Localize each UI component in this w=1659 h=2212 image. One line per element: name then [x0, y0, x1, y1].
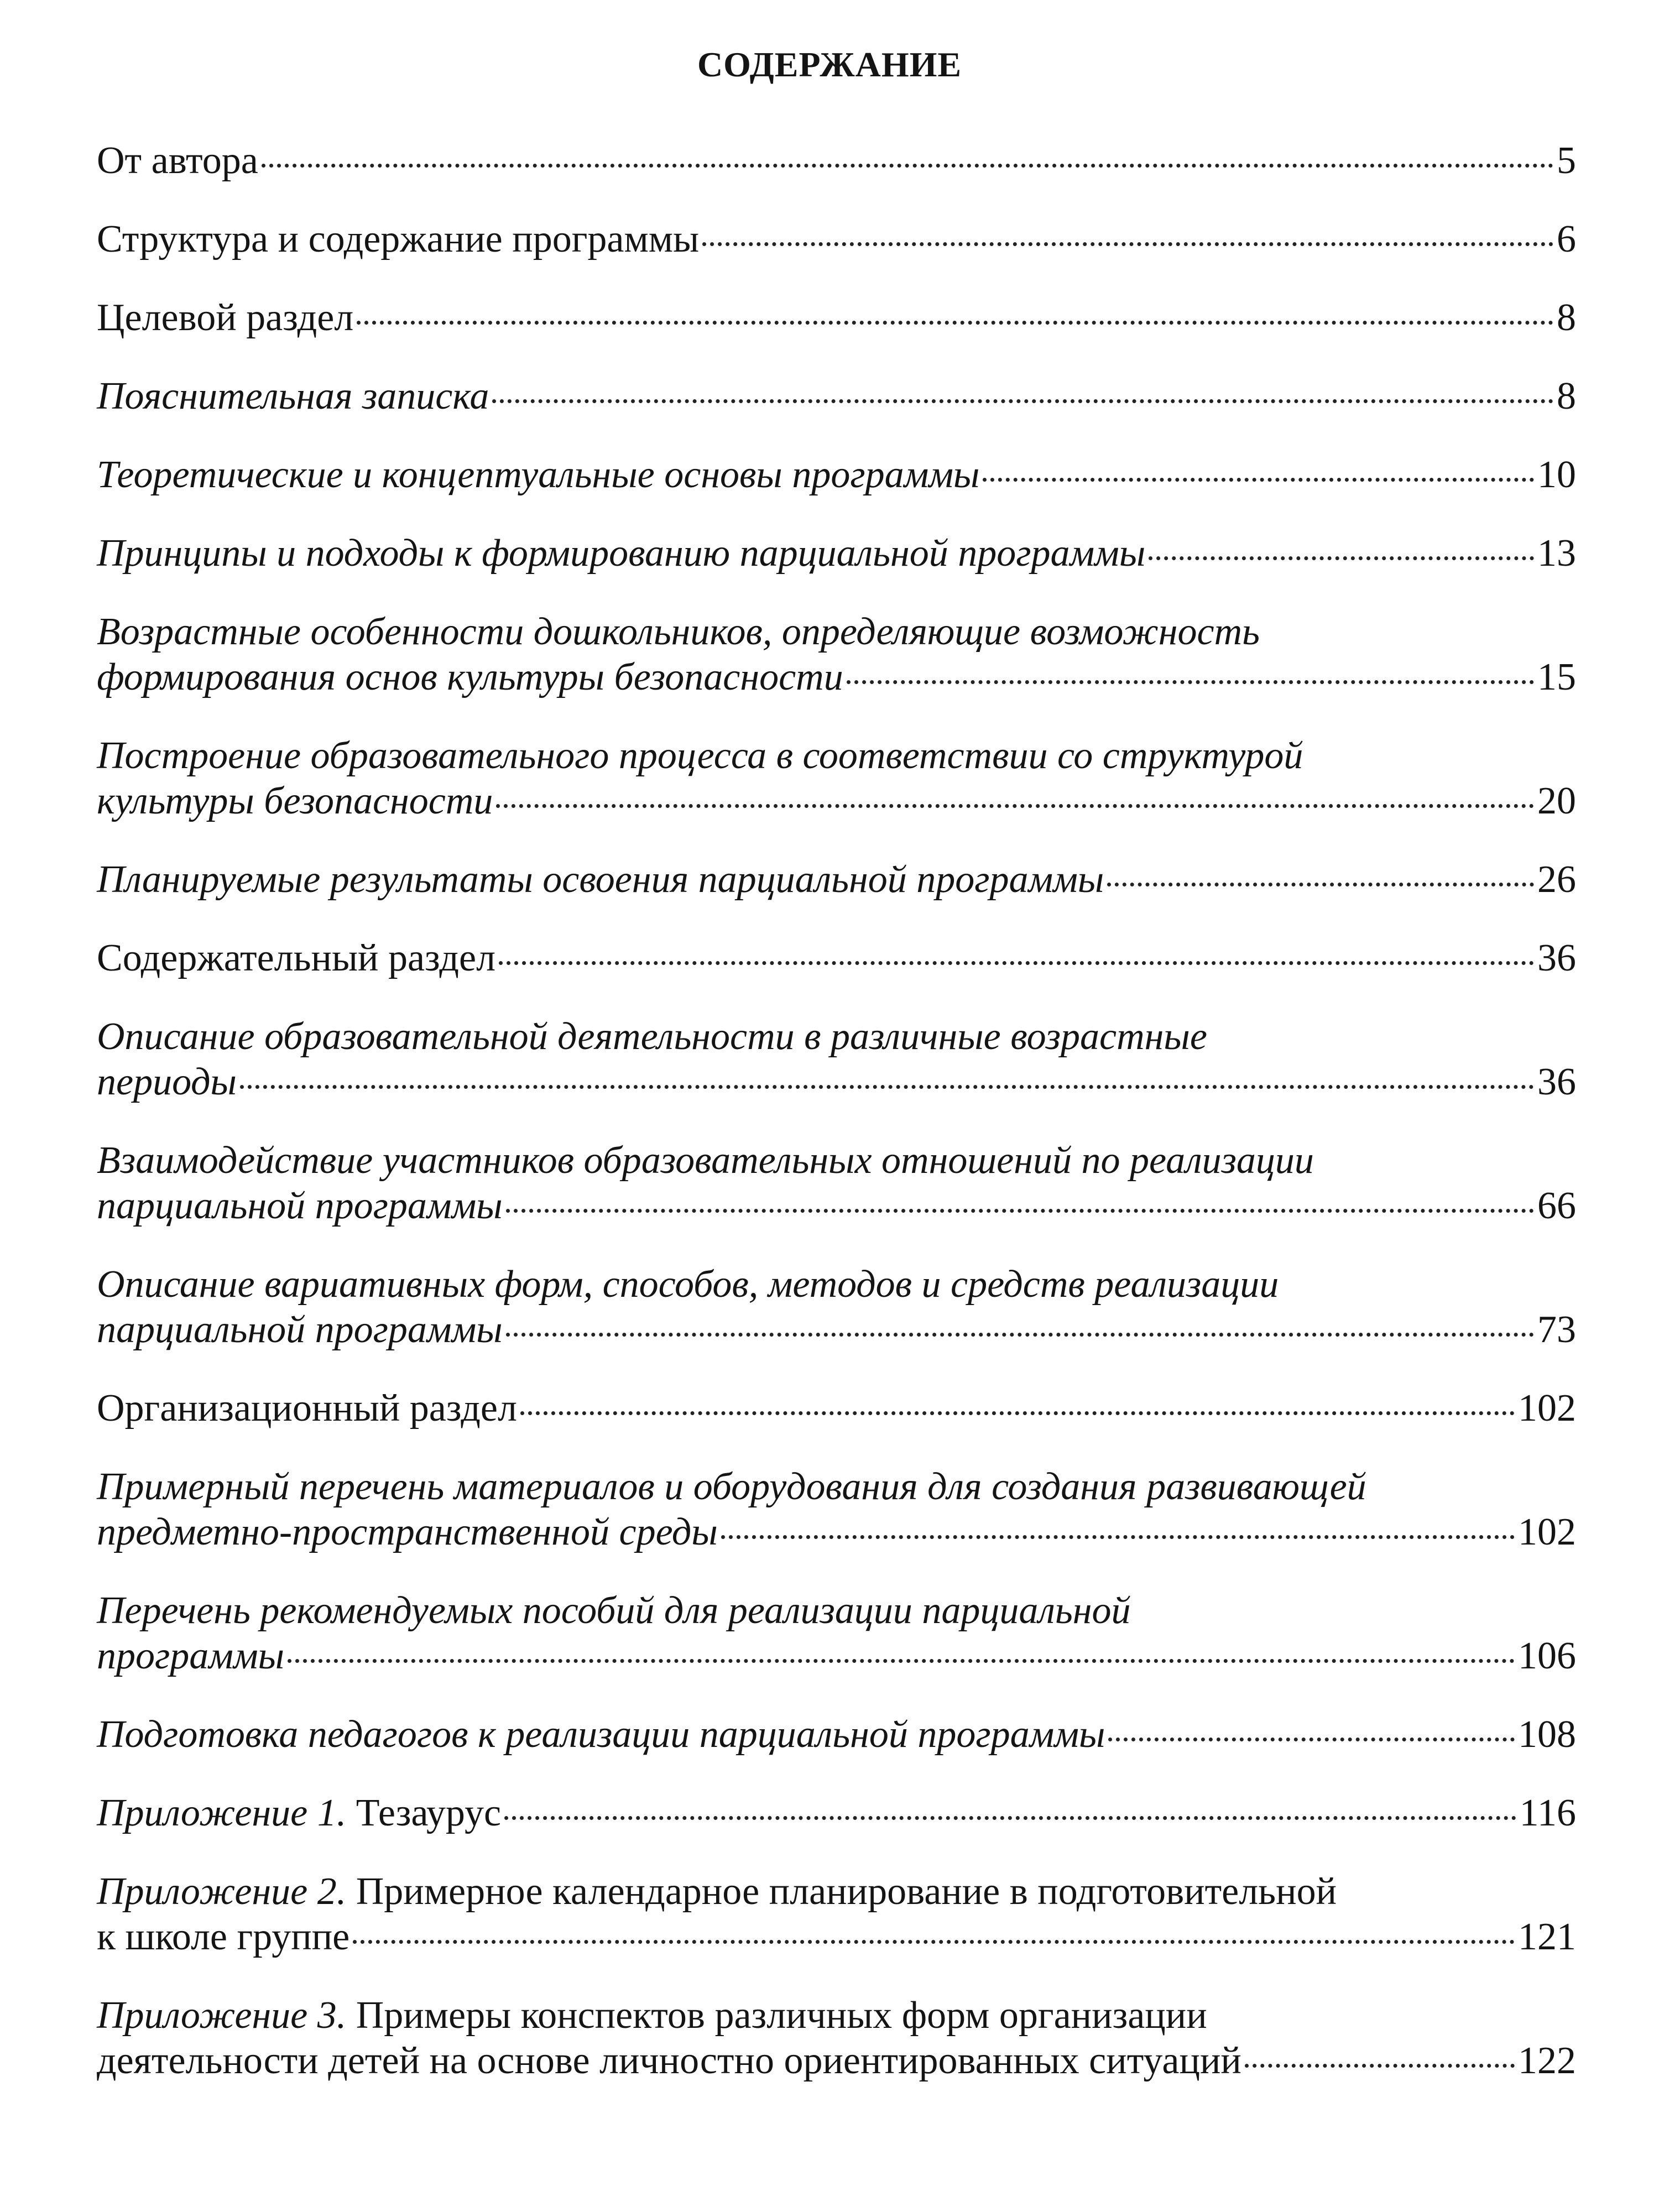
- dot-leader: [1108, 1738, 1515, 1741]
- dot-leader: [1107, 883, 1534, 886]
- toc-entry-last-line: [97, 1634, 1576, 1679]
- toc-entry: [97, 1138, 1576, 1229]
- toc-entry-last-line: [97, 936, 1576, 981]
- toc-entry: [97, 374, 1576, 419]
- dot-leader: [847, 680, 1534, 684]
- dot-leader: [721, 1535, 1515, 1539]
- toc-entry: [97, 1386, 1576, 1431]
- page-title: СОДЕРЖАНИЕ: [697, 45, 962, 84]
- toc-entry-text: парциальной программы: [97, 1185, 503, 1227]
- toc-entry-last-line: [97, 217, 1576, 262]
- toc-entry-line: [97, 1262, 1576, 1307]
- toc-entry-text: парциальной программы: [97, 1308, 503, 1351]
- toc-entry-text: Возрастные особенности дошкольников, определяющие возможность: [97, 611, 1260, 653]
- toc-entry: [97, 295, 1576, 341]
- page-number: 122: [1518, 2039, 1576, 2082]
- page-number: 36: [1537, 1061, 1576, 1103]
- toc-entry: [97, 1993, 1576, 2084]
- dot-leader: [288, 1659, 1515, 1663]
- toc-entry-prefix: Приложение 1.: [97, 1792, 347, 1834]
- dot-leader: [504, 1816, 1516, 1820]
- toc-entry-text: От автора: [97, 139, 258, 182]
- toc-entry-last-line: [97, 779, 1576, 824]
- page-number: 102: [1518, 1387, 1576, 1430]
- toc-entry-last-line: [97, 1791, 1576, 1836]
- dot-leader: [1245, 2064, 1515, 2068]
- page-number: 8: [1557, 296, 1576, 339]
- dot-leader: [702, 242, 1553, 246]
- page-number: 102: [1518, 1511, 1576, 1553]
- toc-entry-line: [97, 1869, 1576, 1914]
- dot-leader: [262, 164, 1553, 168]
- toc-entry-text: Тезаурус: [346, 1792, 502, 1834]
- dot-leader: [983, 478, 1534, 482]
- toc-entry-last-line: [97, 1307, 1576, 1353]
- toc-entry-last-line: [97, 857, 1576, 902]
- toc-entry-last-line: [97, 2038, 1576, 2084]
- toc-entry-line: [97, 1138, 1576, 1183]
- toc-entry-text: Взаимодействие участников образовательных отношений по реализации: [97, 1139, 1314, 1182]
- toc-entry-last-line: [97, 1914, 1576, 1960]
- toc-entry-line: [97, 733, 1576, 779]
- toc-entry-text: Примеры конспектов различных форм организации: [346, 1994, 1207, 2037]
- toc-entry-text: Содержательный раздел: [97, 937, 496, 979]
- dot-leader: [506, 1209, 1534, 1213]
- toc-entry-prefix: Приложение 3.: [97, 1994, 347, 2037]
- page-number: 6: [1557, 218, 1576, 260]
- toc-entry-last-line: [97, 1060, 1576, 1105]
- toc-entry: [97, 217, 1576, 262]
- toc-entry-text: Пояснительная записка: [97, 375, 489, 418]
- toc-entry: [97, 857, 1576, 902]
- toc-entry-last-line: [97, 1712, 1576, 1757]
- dot-leader: [499, 961, 1534, 965]
- toc-entry-text: Подготовка педагогов к реализации парциальной программы: [97, 1713, 1105, 1756]
- dot-leader: [492, 399, 1553, 403]
- dot-leader: [506, 1333, 1534, 1337]
- toc-entry-text: к школе группе: [97, 1916, 350, 1958]
- page-number: 108: [1518, 1713, 1576, 1756]
- toc-entry-prefix: Приложение 2.: [97, 1870, 347, 1913]
- page-number: 10: [1537, 453, 1576, 496]
- page-number: 66: [1537, 1185, 1576, 1227]
- dot-leader: [520, 1411, 1515, 1415]
- toc-entry: [97, 1262, 1576, 1353]
- toc-entry-text: формирования основ культуры безопасности: [97, 656, 843, 698]
- page-number: 36: [1537, 937, 1576, 979]
- toc-entry: [97, 733, 1576, 824]
- toc-entry: [97, 452, 1576, 498]
- toc-entry-last-line: [97, 531, 1576, 576]
- toc-entry-last-line: [97, 295, 1576, 341]
- toc-entry: [97, 1014, 1576, 1105]
- page-number: 20: [1537, 780, 1576, 822]
- toc-entry: [97, 1712, 1576, 1757]
- toc-entry-text: Примерное календарное планирование в подготовительной: [346, 1870, 1337, 1913]
- toc-entry-text: Принципы и подходы к формированию парциальной программы: [97, 532, 1146, 575]
- toc-entry-last-line: [97, 1183, 1576, 1229]
- toc-entry-text: Целевой раздел: [97, 296, 354, 339]
- page-number: 116: [1519, 1792, 1576, 1834]
- page-number: 121: [1518, 1916, 1576, 1958]
- toc-entry-last-line: [97, 1386, 1576, 1431]
- toc-entry: [97, 138, 1576, 184]
- toc-entry: [97, 1791, 1576, 1836]
- toc-entry-text: Описание вариативных форм, способов, методов и средств реализации: [97, 1263, 1279, 1306]
- page-number: 8: [1557, 375, 1576, 418]
- dot-leader: [496, 804, 1534, 808]
- page-number: 106: [1518, 1635, 1576, 1677]
- toc-entry-line: [97, 1588, 1576, 1634]
- toc-entry-text: Теоретические и концептуальные основы программы: [97, 453, 980, 496]
- page-number: 13: [1537, 532, 1576, 575]
- toc-entry: [97, 609, 1576, 700]
- toc-entry: [97, 531, 1576, 576]
- toc-entry-line: [97, 1014, 1576, 1060]
- toc-entry-text: Построение образовательного процесса в соответствии со структурой: [97, 734, 1303, 777]
- toc-entry-text: предметно-пространственной среды: [97, 1511, 718, 1553]
- toc-entry-text: Структура и содержание программы: [97, 218, 700, 260]
- toc-entry-last-line: [97, 374, 1576, 419]
- toc-entry-text: Организационный раздел: [97, 1387, 517, 1430]
- dot-leader: [353, 1940, 1515, 1944]
- toc-entry-last-line: [97, 452, 1576, 498]
- toc-entry-last-line: [97, 138, 1576, 184]
- toc-entry-text: Описание образовательной деятельности в различные возрастные: [97, 1015, 1207, 1058]
- dot-leader: [357, 321, 1553, 325]
- page-number: 5: [1557, 139, 1576, 182]
- dot-leader: [240, 1085, 1534, 1089]
- toc-entry: [97, 1869, 1576, 1960]
- toc-entry: [97, 1588, 1576, 1679]
- toc-entry-text: программы: [97, 1635, 285, 1677]
- toc-entry-line: [97, 1464, 1576, 1510]
- toc-entry-line: [97, 1993, 1576, 2038]
- toc-entry-line: [97, 609, 1576, 655]
- toc-entry-text: культуры безопасности: [97, 780, 493, 822]
- toc-entry-text: Примерный перечень материалов и оборудования для создания развивающей: [97, 1465, 1366, 1508]
- page-number: 26: [1537, 858, 1576, 901]
- toc-entry: [97, 1464, 1576, 1555]
- table-of-contents: [97, 138, 1576, 2117]
- toc-entry-last-line: [97, 1510, 1576, 1555]
- toc-entry-text: периоды: [97, 1061, 237, 1103]
- page-number: 73: [1537, 1308, 1576, 1351]
- toc-entry: [97, 936, 1576, 981]
- toc-entry-text: деятельности детей на основе личностно ориентированных ситуаций: [97, 2039, 1241, 2082]
- dot-leader: [1149, 556, 1534, 560]
- page-number: 15: [1537, 656, 1576, 698]
- toc-entry-last-line: [97, 655, 1576, 700]
- toc-entry-text: Перечень рекомендуемых пособий для реализации парциальной: [97, 1589, 1131, 1632]
- toc-entry-text: Планируемые результаты освоения парциальной программы: [97, 858, 1104, 901]
